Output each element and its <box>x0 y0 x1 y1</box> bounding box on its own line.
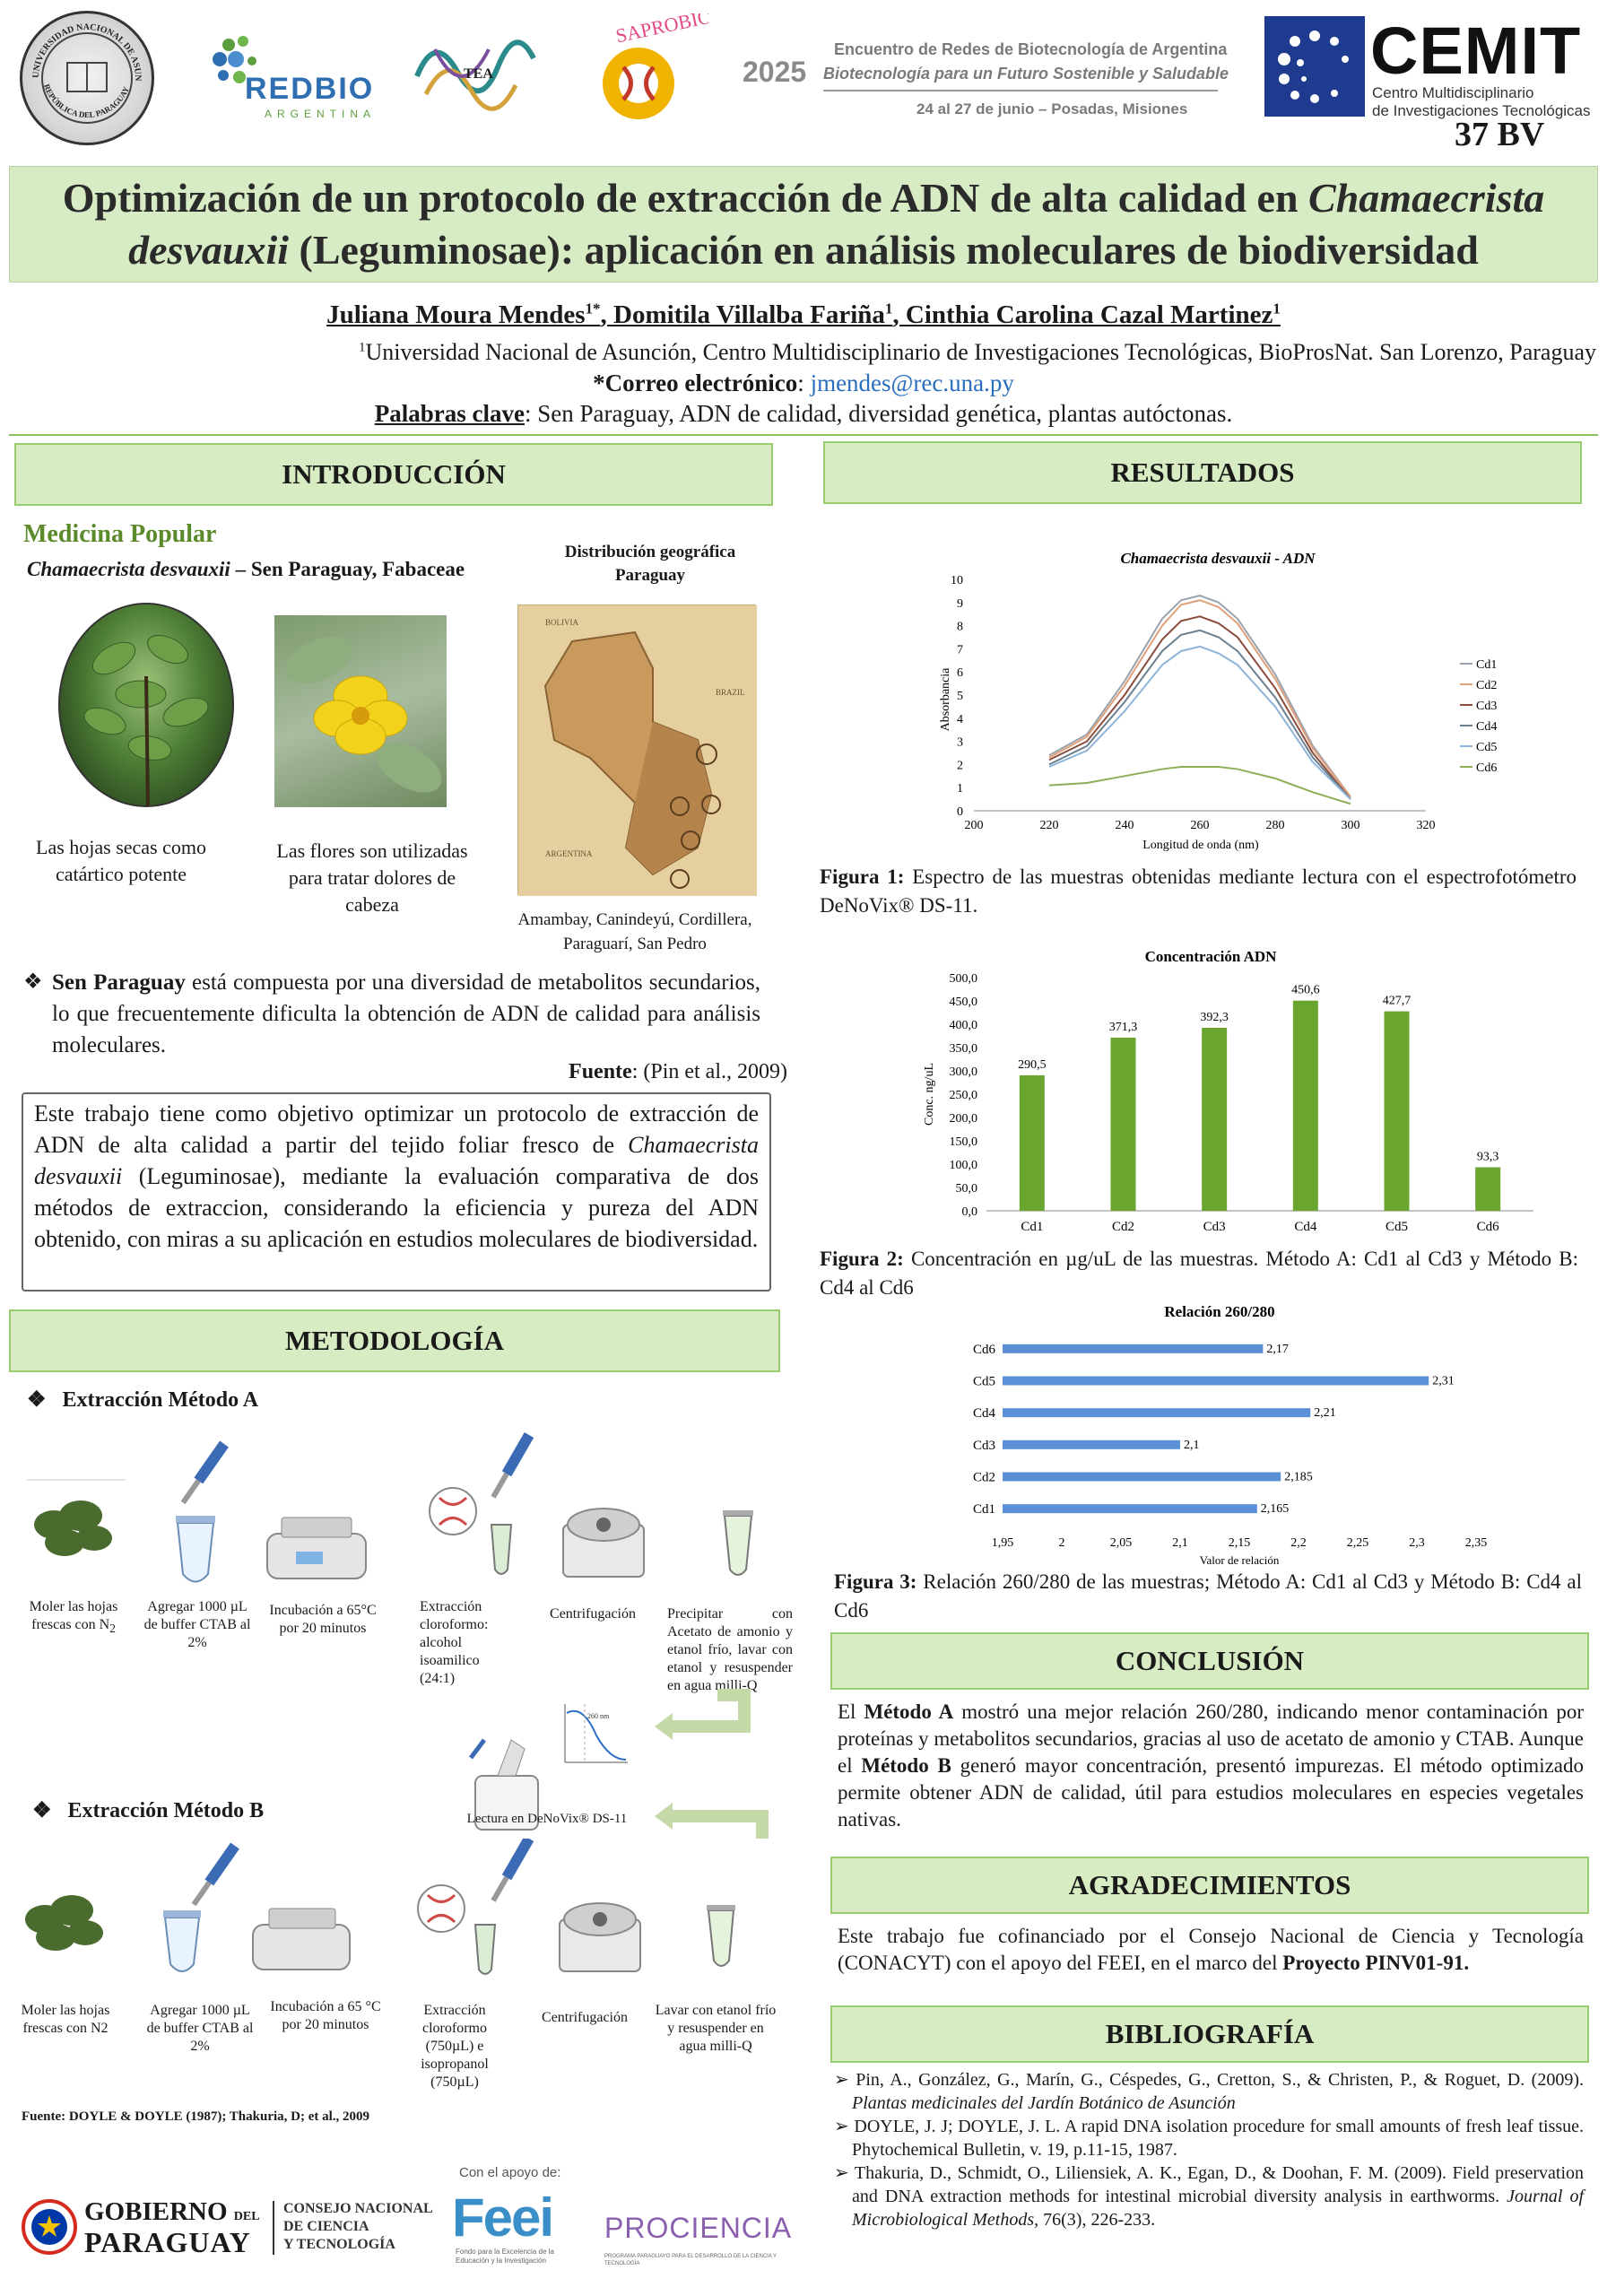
ratio-hbar-chart <box>951 1300 1578 1570</box>
hbar-Cd3 <box>1003 1440 1180 1449</box>
line-x-tick: 320 <box>1416 819 1436 832</box>
bar-Cd4 <box>1293 1001 1318 1211</box>
hbar-x-tick: 1,95 <box>991 1536 1014 1550</box>
hbar-Cd6 <box>1003 1344 1263 1353</box>
fig3-label: Figura 3: <box>834 1570 917 1593</box>
ref-3-journal: Journal of Microbiological Methods <box>852 2187 1585 2230</box>
bar-value-label-Cd4: 450,6 <box>1291 983 1320 997</box>
b-step-3: Incubación a 65 °C por 20 minutos <box>270 1999 381 2032</box>
ref-1-italic: Plantas medicinales del Jardín Botánico de Asunción <box>852 2093 1236 2113</box>
hbar-chart-bars <box>973 1343 1455 1517</box>
line-chart-legend <box>1460 658 1497 775</box>
line-chart-title: Chamaecrista desvauxii - ADN <box>1120 550 1316 567</box>
saprobio-gear-icon <box>583 13 708 130</box>
gob-divider <box>273 2201 274 2255</box>
methods-source: Fuente: DOYLE & DOYLE (1987); Thakuria, D; et al., 2009 <box>22 2109 370 2124</box>
a-step-2: Agregar 1000 µL de buffer CTAB al 2% <box>143 1599 251 1650</box>
bar-category-label-Cd5: Cd5 <box>1385 1220 1409 1234</box>
b-centrifuge-icon <box>560 1903 640 1971</box>
ref-3-arrow-icon: ➢ <box>834 2163 849 2183</box>
feei-sub: Fondo para la Excelencia de la Educación y la Investigación <box>456 2248 554 2265</box>
bar-Cd6 <box>1475 1167 1500 1211</box>
gob-del: DEL <box>233 2210 260 2223</box>
hbar-x-tick: 2,25 <box>1346 1536 1369 1550</box>
legend-label-Cd1: Cd1 <box>1476 658 1498 672</box>
a-step-5: Centrifugación <box>550 1606 636 1622</box>
hbar-chart-xlabel: Valor de relación <box>1199 1553 1280 1567</box>
line-chart-xlabel: Longitud de onda (nm) <box>1142 839 1259 852</box>
conclusion-p1: El <box>838 1700 864 1723</box>
method-b-bullet-icon: ❖ <box>32 1799 52 1822</box>
email-line: *Correo electrónico: jmendes@rec.una.py <box>593 370 1014 396</box>
bar-Cd1 <box>1020 1075 1045 1211</box>
fig3-text: Relación 260/280 de las muestras; Método A: Cd1 al Cd3 y Método B: Cd4 al Cd6 <box>834 1570 1582 1622</box>
keywords-text: Sen Paraguay, ADN de calidad, diversidad genética, plantas autóctonas. <box>537 400 1233 427</box>
hbar-value-label-Cd1: 2,165 <box>1260 1502 1290 1517</box>
conacyt-1: CONSEJO NACIONAL <box>283 2201 433 2216</box>
line-x-tick: 300 <box>1341 819 1360 832</box>
feei-wordmark: Feei <box>452 2187 553 2248</box>
bar-y-tick: 300,0 <box>949 1065 977 1079</box>
title-part2: (Leguminosae): aplicación en análisis moleculares de biodiversidad <box>289 227 1479 273</box>
tea-logo <box>408 22 543 121</box>
spectrum-line-chart <box>924 538 1587 861</box>
bar-category-label-Cd6: Cd6 <box>1476 1220 1499 1234</box>
bar-y-tick: 0,0 <box>961 1205 977 1219</box>
hbar-x-tick: 2,35 <box>1464 1536 1488 1550</box>
b-leaves-icon <box>25 1895 103 1951</box>
intro-source-label: Fuente <box>569 1060 632 1083</box>
title-species-genus: Chamaecrista <box>1308 175 1545 221</box>
gob-word: GOBIERNO <box>84 2197 228 2226</box>
legend-label-Cd2: Cd2 <box>1476 679 1498 692</box>
event-divider <box>823 90 1218 91</box>
hbar-x-tick: 2 <box>1058 1536 1065 1550</box>
a-step-6: Precipitar con Acetato de amonio y etanol frío, lavar con etanol y resuspender en agua milli-Q <box>667 1606 793 1693</box>
email-link[interactable]: jmendes@rec.una.py <box>810 370 1014 396</box>
ref-1-text: Pin, A., González, G., Marín, G., Céspedes, G., Cretton, S., & Christen, P., & Roguet, D. (2009). <box>856 2070 1585 2090</box>
saprobio-logo <box>583 13 708 130</box>
b-step-1: Moler las hojas frescas con N2 <box>21 2003 110 2036</box>
line-y-tick: 10 <box>951 574 963 587</box>
legend-label-Cd5: Cd5 <box>1476 741 1498 754</box>
method-a-diagram <box>0 1426 789 1614</box>
methods-heading: METODOLOGÍA <box>9 1309 780 1372</box>
bullet-diamond-icon: ❖ <box>23 970 43 994</box>
hbar-Cd1 <box>1003 1504 1257 1513</box>
hbar-x-tick: 2,1 <box>1172 1536 1188 1550</box>
b-pipette-icon <box>189 1843 239 1908</box>
line-y-tick: 0 <box>957 805 963 819</box>
una-seal-bottom-text: REPÚBLICA DEL PARAGUAY <box>42 83 131 120</box>
svg-text:UNIVERSIDAD NACIONAL DE ASUNCI <box>22 13 143 82</box>
redbio-logo <box>202 27 381 126</box>
cemit-name: CEMIT <box>1370 13 1582 88</box>
conclusion-p2: mostró una mejor relación 260/280, indicando menor contaminación por proteínas y metabolitos secundarios, gracias al uso de acetato de amonio y CTAB. Aunque el <box>838 1700 1584 1777</box>
ack-body: Este trabajo fue cofinanciado por el Consejo Nacional de Ciencia y Tecnología (CONACYT) con el apoyo del FEEI, en el marco del <box>838 1925 1584 1974</box>
title-species-epithet: desvauxii <box>128 227 290 273</box>
bar-y-tick: 450,0 <box>949 996 977 1009</box>
figure-1-caption <box>820 863 1577 920</box>
bar-y-tick: 50,0 <box>955 1182 977 1196</box>
a-dna-tube-icon <box>430 1488 511 1574</box>
line-y-tick: 3 <box>957 735 963 750</box>
paraguay-map-graphic <box>518 605 757 896</box>
spectro-graph-icon <box>565 1704 628 1762</box>
author-3-sup: 1 <box>1273 300 1281 317</box>
results-heading: RESULTADOS <box>823 441 1582 504</box>
method-a-title <box>27 1387 258 1413</box>
author-2-sup: 1 <box>884 300 893 317</box>
ack-text <box>838 1923 1584 1977</box>
bar-value-label-Cd1: 290,5 <box>1018 1057 1047 1072</box>
fig2-label: Figura 2: <box>820 1248 904 1270</box>
ref-2-arrow-icon: ➢ <box>834 2117 849 2136</box>
b-step-5: Centrifugación <box>542 2010 628 2025</box>
map-label-brasil: BRAZIL <box>716 688 745 697</box>
support-label: Con el apoyo de: <box>459 2165 561 2180</box>
line-x-tick: 240 <box>1115 819 1134 832</box>
legend-label-Cd6: Cd6 <box>1476 761 1498 775</box>
method-b-title-text: Extracción Método B <box>67 1799 265 1822</box>
b-tube-icon-1 <box>163 1910 201 1971</box>
redbio-sub: ARGENTINA <box>265 108 377 120</box>
ack-heading: AGRADECIMIENTOS <box>830 1857 1589 1914</box>
b-incubator-icon <box>253 1909 350 1970</box>
fig1-label: Figura 1: <box>820 865 905 888</box>
prociencia-wordmark: PROCIENCIA <box>604 2212 793 2244</box>
objective-box <box>22 1092 771 1292</box>
bar-y-tick: 150,0 <box>949 1135 977 1149</box>
line-y-tick: 4 <box>957 712 963 726</box>
hbar-chart-title: Relación 260/280 <box>1164 1303 1275 1320</box>
objective-text <box>34 1098 759 1255</box>
a-incubator-icon <box>267 1518 366 1578</box>
line-series-Cd3 <box>1049 616 1351 799</box>
conclusion-p3: generó mayor concentración, presentó impurezas. El método optimizado permite obtener ADN de calidad, útil para estudios moleculares en especies vegetales nativas. <box>838 1754 1584 1831</box>
saprobio-text: SAPROBIO <box>613 13 708 48</box>
method-b-title <box>32 1797 264 1823</box>
intro-source-text: : (Pin et al., 2009) <box>631 1060 787 1083</box>
spectro-label: 260 nm <box>587 1712 610 1720</box>
a-leaves-icon <box>34 1500 112 1556</box>
intro-subheading: Medicina Popular <box>23 520 217 548</box>
flower-illustration <box>274 615 447 807</box>
flower-photo <box>274 615 447 807</box>
map-title: Distribución geográfica Paraguay <box>564 543 736 585</box>
bar-Cd2 <box>1111 1038 1136 1211</box>
legend-label-Cd3: Cd3 <box>1476 700 1498 713</box>
hbar-x-tick: 2,3 <box>1409 1536 1425 1550</box>
fig1-text: Espectro de las muestras obtenidas mediante lectura con el espectrofotómetro DeNoVix® DS-11. <box>820 865 1577 917</box>
affiliation-line <box>179 339 1596 366</box>
bar-chart-title: Concentración ADN <box>1144 948 1277 965</box>
poster-code: 37 BV <box>1455 116 1545 153</box>
a-step-3: Incubación a 65°C por 20 minutos <box>269 1603 377 1636</box>
return-arrow-icon-2 <box>655 1803 762 1839</box>
bar-chart-ylabel: Conc. ng/uL <box>923 1063 936 1126</box>
bar-y-tick: 350,0 <box>949 1042 977 1056</box>
line-x-tick: 260 <box>1190 819 1210 832</box>
tea-protein-icon <box>408 22 543 121</box>
line-series-Cd4 <box>1049 631 1351 799</box>
prociencia-logo <box>604 2212 811 2274</box>
una-seal-graphic <box>22 13 152 143</box>
legend-label-Cd4: Cd4 <box>1476 720 1498 734</box>
ref-3 <box>834 2161 1584 2231</box>
bar-y-tick: 200,0 <box>949 1112 977 1126</box>
bar-category-label-Cd1: Cd1 <box>1021 1220 1044 1234</box>
conclusion-b2: Método B <box>861 1754 951 1777</box>
hbar-category-label-Cd6: Cd6 <box>972 1342 995 1357</box>
cemit-sub2: de Investigaciones Tecnológicas <box>1372 102 1591 119</box>
line-x-tick: 220 <box>1039 819 1059 832</box>
return-arrow-icon-1 <box>655 1695 744 1740</box>
line-y-tick: 6 <box>957 666 963 681</box>
bar-category-label-Cd4: Cd4 <box>1294 1220 1317 1234</box>
ref-1-arrow-icon: ➢ <box>834 2070 849 2090</box>
bar-chart-bars <box>1018 984 1500 1234</box>
prociencia-sub: PROGRAMA PARAGUAYO PARA EL DESARROLLO DE LA CIENCIA Y TECNOLOGÍA <box>604 2254 777 2266</box>
line-x-tick: 280 <box>1265 819 1285 832</box>
intro-species-rest: – Sen Paraguay, Fabaceae <box>230 558 465 580</box>
b-step-6: Lavar con etanol frío y resuspender en agua milli-Q <box>655 2003 777 2054</box>
intro-heading: INTRODUCCIÓN <box>14 443 773 506</box>
bar-Cd5 <box>1385 1012 1410 1211</box>
line-chart-axes <box>951 574 1436 832</box>
paraguay-map <box>517 604 756 895</box>
event-date: 24 al 27 de junio – Posadas, Misiones <box>916 100 1188 117</box>
hbar-category-label-Cd1: Cd1 <box>972 1502 995 1518</box>
method-a-title-text: Extracción Método A <box>62 1388 259 1412</box>
a-step-1-text: Moler las hojas frescas con N <box>29 1599 118 1632</box>
method-a-bullet-icon: ❖ <box>27 1388 47 1412</box>
feei-logo <box>452 2187 595 2276</box>
bar-category-label-Cd3: Cd3 <box>1203 1220 1226 1234</box>
ref-3-text: Thakuria, D., Schmidt, O., Liliensiek, A. K., Egan, D., & Doohan, F. M. (2009). Field preservation and DNA extraction methods for intestinal microbial diversity analysis in earthworms. <box>852 2163 1585 2206</box>
reading-label: Lectura en DeNoVix® DS-11 <box>466 1812 628 1826</box>
line-y-tick: 8 <box>957 620 963 634</box>
bullet-text: está compuesta por una diversidad de metabolitos secundarios, lo que frecuentemente dificulta la obtención de ADN de calidad para análisis moleculares. <box>52 970 760 1057</box>
gobierno-text-1 <box>84 2197 260 2227</box>
conacyt-2: DE CIENCIA <box>283 2219 369 2234</box>
caption-map: Amambay, Canindeyú, Cordillera, Paraguarí, San Pedro <box>517 910 752 953</box>
bar-value-label-Cd6: 93,3 <box>1476 1150 1499 1164</box>
bar-value-label-Cd5: 427,7 <box>1382 994 1412 1008</box>
figure-2-caption <box>820 1245 1578 1302</box>
bar-y-tick: 500,0 <box>949 972 977 986</box>
gobierno-text-2: PARAGUAY <box>84 2226 251 2258</box>
intro-bullet <box>23 967 760 1061</box>
bar-Cd3 <box>1202 1028 1227 1211</box>
map-label-bolivia: BOLIVIA <box>545 618 578 627</box>
tea-text: TEA <box>464 66 493 82</box>
a-step-4: Extracción cloroformo: alcohol isoamilico (24:1) <box>420 1599 489 1686</box>
title-band <box>9 166 1598 283</box>
intro-species-italic: Chamaecrista desvauxii <box>27 558 230 580</box>
fig2-text: Concentración en µg/uL de las muestras. Método A: Cd1 al Cd3 y Método B: Cd4 al Cd6 <box>820 1248 1578 1299</box>
biblio-heading: BIBLIOGRAFÍA <box>830 2005 1589 2063</box>
cemit-dots-icon <box>1264 16 1365 117</box>
ref-2-text: DOYLE, J. J; DOYLE, J. L. A rapid DNA isolation procedure for small amounts of fresh leaf tissue. Phytochemical Bulletin, v. 19, p.11-15, 1987. <box>852 2117 1585 2160</box>
line-y-tick: 2 <box>957 759 963 773</box>
a-tube-icon-1 <box>176 1516 215 1582</box>
a-pipette-icon <box>178 1441 229 1506</box>
hbar-value-label-Cd2: 2,185 <box>1284 1470 1313 1484</box>
method-b-diagram <box>0 1839 789 2009</box>
caption-leaves: Las hojas secas como catártico potente <box>36 836 206 885</box>
a-final-tube-icon <box>723 1510 753 1575</box>
una-seal-top-text: UNIVERSIDAD NACIONAL DE ASUN <box>30 22 143 82</box>
a-step-1-sub: 2 <box>109 1622 116 1636</box>
keywords-line: Palabras clave: Sen Paraguay, ADN de calidad, diversidad genética, plantas autóctonas. <box>374 400 1233 427</box>
hbar-value-label-Cd6: 2,17 <box>1266 1342 1289 1356</box>
ref-3-tail: , 76(3), 226-233. <box>1034 2210 1156 2230</box>
line-y-tick: 9 <box>957 596 963 611</box>
cemit-logo <box>1264 16 1365 117</box>
conclusion-heading: CONCLUSIÓN <box>830 1632 1589 1690</box>
hbar-category-label-Cd4: Cd4 <box>972 1406 995 1422</box>
hbar-Cd5 <box>1003 1377 1429 1386</box>
intro-source <box>538 1060 787 1084</box>
bar-y-tick: 400,0 <box>949 1019 977 1032</box>
b-final-tube-icon <box>707 1905 735 1966</box>
author-1: Juliana Moura Mendes <box>326 300 586 329</box>
bar-y-tick: 250,0 <box>949 1089 977 1102</box>
hbar-category-label-Cd5: Cd5 <box>972 1374 995 1389</box>
email-label: *Correo electrónico <box>593 370 798 396</box>
affiliation-sup: 1 <box>358 340 366 355</box>
event-title: Encuentro de Redes de Biotecnología de Argentina <box>834 40 1228 58</box>
bar-category-label-Cd2: Cd2 <box>1111 1220 1135 1234</box>
redbio-name: REDBIO <box>245 72 375 106</box>
caption-flowers: Las flores son utilizadas para tratar dolores de cabeza <box>276 839 468 916</box>
a-pipette-icon-2 <box>489 1432 534 1500</box>
hbar-Cd4 <box>1003 1408 1310 1417</box>
conclusion-b1: Método A <box>864 1700 954 1723</box>
conclusion-text <box>838 1699 1584 1833</box>
hbar-x-tick: 2,2 <box>1290 1536 1307 1550</box>
hbar-chart-axes <box>992 1536 1488 1550</box>
poster-title <box>10 167 1597 276</box>
line-y-tick: 5 <box>957 690 963 703</box>
gobierno-logo <box>22 2196 434 2264</box>
author-1-sup: 1* <box>585 300 601 317</box>
authors-line <box>0 300 1607 330</box>
ack-project: Proyecto PINV01-91. <box>1282 1952 1470 1974</box>
bar-value-label-Cd2: 371,3 <box>1108 1020 1138 1034</box>
bar-value-label-Cd3: 392,3 <box>1200 1011 1229 1025</box>
line-y-tick: 7 <box>957 643 963 657</box>
figure-3-caption <box>834 1568 1582 1625</box>
objective-part1: Este trabajo tiene como objetivo optimizar un protocolo de extracción de ADN de alta calidad a partir del tejido foliar fresco de <box>34 1100 759 1158</box>
affiliation-text: Universidad Nacional de Asunción, Centro Multidisciplinario de Investigaciones Tecnológicas, BioProsNat. San Lorenzo, Paraguay <box>365 339 1596 365</box>
cemit-sub1: Centro Multidisciplinario <box>1372 84 1534 101</box>
hbar-category-label-Cd3: Cd3 <box>972 1438 995 1453</box>
hbar-x-tick: 2,15 <box>1228 1536 1251 1550</box>
hbar-x-tick: 2,05 <box>1109 1536 1133 1550</box>
title-part1: Optimización de un protocolo de extracción de ADN de alta calidad en <box>62 175 1309 221</box>
hbar-value-label-Cd3: 2,1 <box>1184 1438 1200 1452</box>
event-year: 2025 <box>743 56 807 88</box>
hbar-value-label-Cd5: 2,31 <box>1432 1374 1455 1388</box>
conacyt-3: Y TECNOLOGÍA <box>283 2237 395 2252</box>
objective-italic: Chamaecrista desvauxii <box>34 1132 759 1189</box>
una-seal-logo <box>20 11 154 145</box>
event-subtitle: Biotecnología para un Futuro Sostenible y Saludable <box>823 65 1229 83</box>
b-dna-tube-icon <box>418 1885 495 1974</box>
line-chart-ylabel: Absorbancia <box>939 667 952 732</box>
leaves-photo <box>58 603 234 807</box>
author-2: , Domitila Villalba Fariña <box>600 300 885 329</box>
line-series-Cd6 <box>1049 767 1351 804</box>
hbar-value-label-Cd4: 2,21 <box>1314 1406 1336 1421</box>
header-rule <box>9 434 1598 436</box>
intro-species-line <box>27 558 465 581</box>
author-3: , Cinthia Carolina Cazal Martinez <box>892 300 1273 329</box>
a-centrifuge-icon <box>563 1509 644 1577</box>
a-step-1 <box>20 1598 127 1638</box>
map-label-argentina: ARGENTINA <box>545 849 593 858</box>
objective-part2: (Leguminosae), mediante la evaluación comparativa de dos métodos de extraccion, considerando la eficiencia y pureza del ADN obtenido, con miras a su aplicación en estudios moleculares de biodiversidad. <box>34 1163 759 1252</box>
keywords-label: Palabras clave <box>374 400 525 427</box>
b-step-4: Extracción cloroformo (750µL) e isopropanol (750µL) <box>421 2003 489 2090</box>
ref-2 <box>834 2115 1584 2161</box>
line-x-tick: 200 <box>964 819 984 832</box>
biblio-list <box>834 2068 1584 2231</box>
b-step-2: Agregar 1000 µL de buffer CTAB al 2% <box>146 2003 254 2054</box>
b-pipette-icon-2 <box>489 1839 534 1903</box>
ref-1 <box>834 2068 1584 2115</box>
bar-y-tick: 100,0 <box>949 1159 977 1172</box>
line-y-tick: 1 <box>957 782 963 796</box>
hbar-category-label-Cd2: Cd2 <box>972 1470 995 1485</box>
concentration-bar-chart <box>915 942 1560 1247</box>
paraguay-star-icon <box>22 2199 77 2255</box>
poster-header <box>0 0 1607 161</box>
line-chart-series <box>1049 596 1351 804</box>
hbar-Cd2 <box>1003 1473 1281 1482</box>
leaves-illustration <box>60 604 234 807</box>
bullet-bold: Sen Paraguay <box>52 970 186 995</box>
